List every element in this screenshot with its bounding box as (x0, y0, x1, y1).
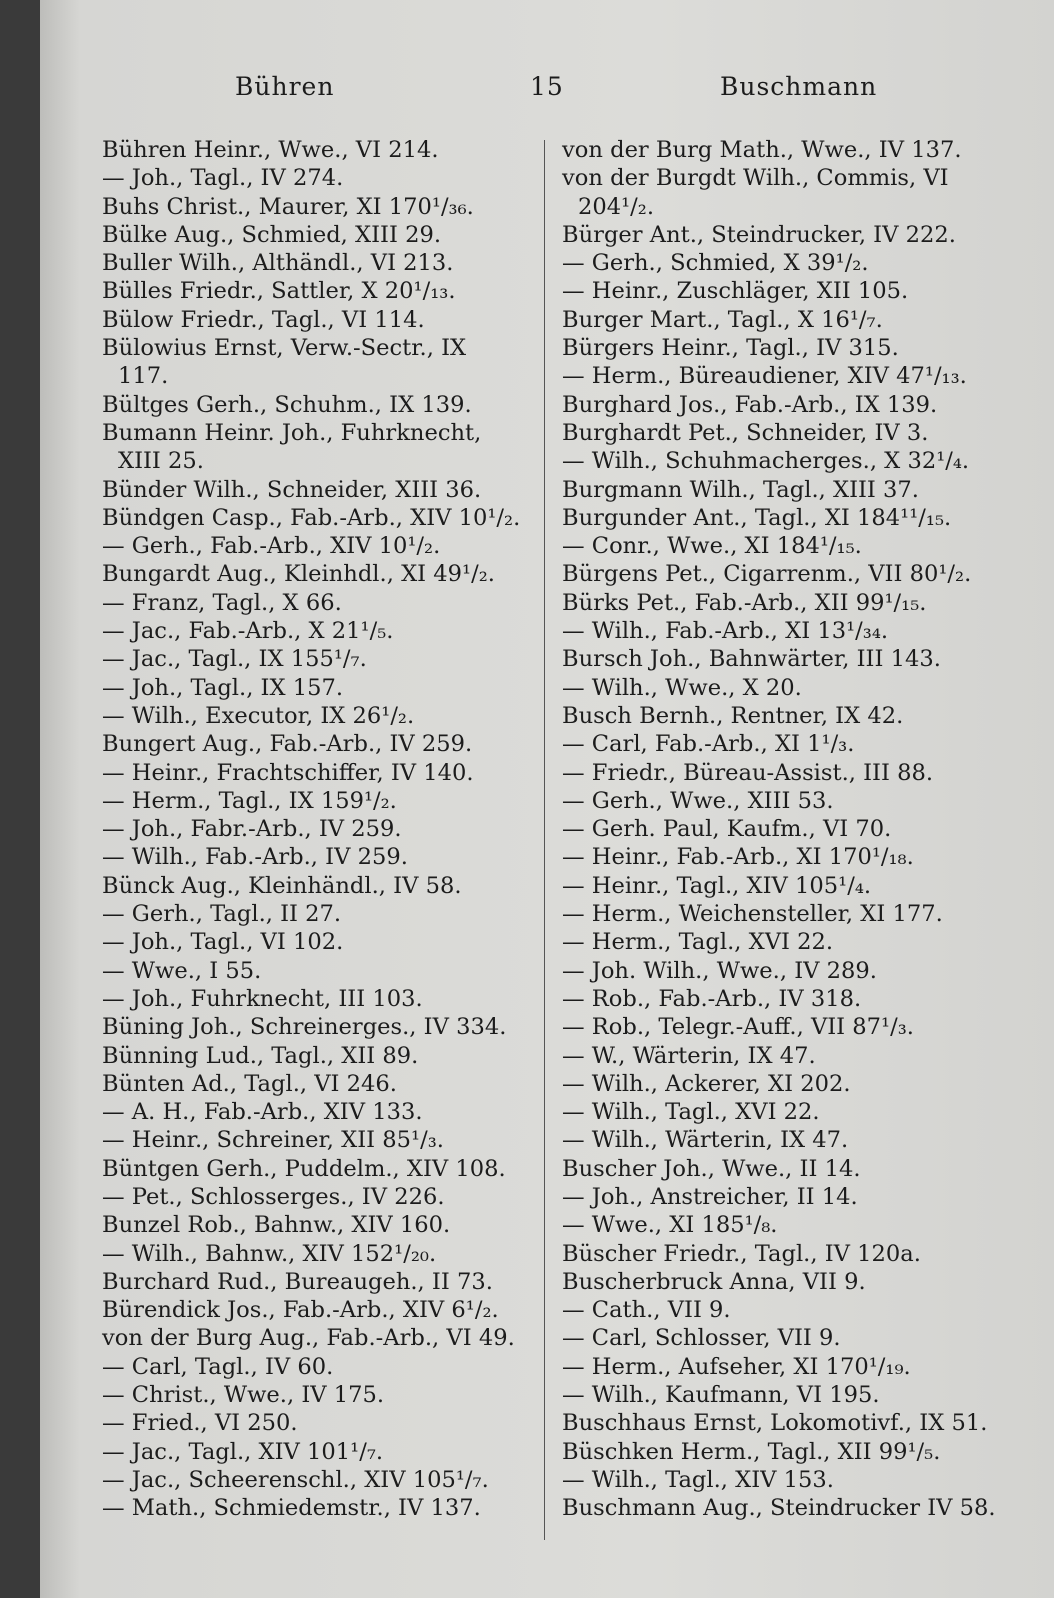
directory-entry: Bültges Gerh., Schuhm., IX 139. (102, 391, 472, 418)
directory-entry: Buscherbruck Anna, VII 9. (562, 1268, 866, 1295)
directory-entry: — Joh., Anstreicher, II 14. (562, 1183, 858, 1210)
right-column (562, 136, 1032, 1523)
header-left-word: Bühren (235, 72, 335, 101)
directory-entry: Buschhaus Ernst, Lokomotivf., IX 51. (562, 1410, 988, 1437)
directory-entry: — Carl, Fab.-Arb., XI 1¹/₃. (562, 731, 855, 758)
directory-entry: Bumann Heinr. Joh., Fuhrknecht, (102, 419, 482, 446)
directory-entry: — Herm., Aufseher, XI 170¹/₁₉. (562, 1353, 911, 1380)
directory-entry: — Gerh. Paul, Kaufm., VI 70. (562, 816, 892, 843)
directory-entry: — Joh. Wilh., Wwe., IV 289. (562, 957, 877, 984)
directory-entry: Burghard Jos., Fab.-Arb., IX 139. (562, 391, 938, 418)
header-right-word: Buschmann (720, 72, 878, 101)
directory-entry: — Joh., Tagl., VI 102. (102, 929, 344, 956)
directory-page (40, 0, 1054, 1598)
directory-entry: Büschken Herm., Tagl., XII 99¹/₅. (562, 1438, 941, 1465)
directory-entry: — Wilh., Bahnw., XIV 152¹/₂₀. (102, 1240, 437, 1267)
directory-entry: — Pet., Schlosserges., IV 226. (102, 1183, 445, 1210)
directory-entry: — Heinr., Tagl., XIV 105¹/₄. (562, 872, 872, 899)
directory-entry: Bunzel Rob., Bahnw., XIV 160. (102, 1212, 451, 1239)
directory-entry: Bülow Friedr., Tagl., VI 114. (102, 306, 425, 333)
directory-entry: — Wwe., XI 185¹/₈. (562, 1212, 778, 1239)
directory-entry: — Gerh., Wwe., XIII 53. (562, 787, 834, 814)
directory-entry: Bungert Aug., Fab.-Arb., IV 259. (102, 731, 473, 758)
directory-entry: — Heinr., Schreiner, XII 85¹/₃. (102, 1127, 444, 1154)
directory-entry: — Wwe., I 55. (102, 957, 262, 984)
directory-entry: — W., Wärterin, IX 47. (562, 1042, 816, 1069)
directory-entry: — Heinr., Zuschläger, XII 105. (562, 278, 909, 305)
directory-entry: Bürks Pet., Fab.-Arb., XII 99¹/₁₅. (562, 589, 927, 616)
directory-entry: 204¹/₂. (578, 193, 655, 220)
directory-entry: von der Burg Math., Wwe., IV 137. (562, 137, 962, 163)
directory-entry: Bürgens Pet., Cigarrenm., VII 80¹/₂. (562, 561, 972, 588)
directory-entry: — Wilh., Executor, IX 26¹/₂. (102, 702, 415, 729)
directory-entry: Bünder Wilh., Schneider, XIII 36. (102, 476, 482, 503)
column-divider (544, 140, 545, 1540)
directory-entry: Büntgen Gerh., Puddelm., XIV 108. (102, 1155, 506, 1182)
directory-entry: — Jac., Tagl., IX 155¹/₇. (102, 646, 367, 673)
directory-entry: — Wilh., Wärterin, IX 47. (562, 1127, 849, 1154)
directory-entry: Bursch Joh., Bahnwärter, III 143. (562, 646, 941, 673)
directory-entry: — Herm., Weichensteller, XI 177. (562, 901, 943, 928)
directory-entry: Burgmann Wilh., Tagl., XIII 37. (562, 476, 919, 503)
page-header (40, 72, 1054, 112)
directory-entry: — Heinr., Fab.-Arb., XI 170¹/₁₈. (562, 844, 914, 871)
left-column (102, 136, 552, 1523)
directory-entry: Buller Wilh., Althändl., VI 213. (102, 250, 454, 277)
directory-entry: — Jac., Fab.-Arb., X 21¹/₅. (102, 618, 394, 645)
directory-entry: Bülke Aug., Schmied, XIII 29. (102, 221, 442, 248)
directory-entry: Burgunder Ant., Tagl., XI 184¹¹/₁₅. (562, 504, 952, 531)
directory-entry: von der Burgdt Wilh., Commis, VI (562, 165, 949, 192)
directory-entry: Büscher Friedr., Tagl., IV 120a. (562, 1240, 921, 1267)
directory-entry: Büning Joh., Schreinerges., IV 334. (102, 1014, 507, 1041)
directory-entry: — Wilh., Schuhmacherges., X 32¹/₄. (562, 448, 970, 475)
directory-entry: Bünck Aug., Kleinhändl., IV 58. (102, 872, 462, 899)
directory-entry: Bündgen Casp., Fab.-Arb., XIV 10¹/₂. (102, 504, 521, 531)
directory-entry: — Joh., Fuhrknecht, III 103. (102, 985, 423, 1012)
directory-entry: — Cath., VII 9. (562, 1297, 731, 1324)
directory-entry: — Wilh., Fab.-Arb., IV 259. (102, 844, 408, 871)
directory-entry: Buhs Christ., Maurer, XI 170¹/₃₆. (102, 193, 474, 220)
directory-entry: Busch Bernh., Rentner, IX 42. (562, 702, 904, 729)
directory-entry: — Conr., Wwe., XI 184¹/₁₅. (562, 533, 862, 560)
directory-entry: — Gerh., Tagl., II 27. (102, 901, 342, 928)
directory-entry: Bürendick Jos., Fab.-Arb., XIV 6¹/₂. (102, 1297, 499, 1324)
directory-entry: — Rob., Telegr.-Auff., VII 87¹/₃. (562, 1014, 914, 1041)
directory-entry: Bünning Lud., Tagl., XII 89. (102, 1042, 419, 1069)
directory-entry: von der Burg Aug., Fab.-Arb., VI 49. (102, 1325, 515, 1352)
directory-entry: — Carl, Tagl., IV 60. (102, 1353, 334, 1380)
directory-entry: Bünten Ad., Tagl., VI 246. (102, 1070, 397, 1097)
directory-entry: — Wilh., Tagl., XIV 153. (562, 1466, 834, 1493)
directory-entry: — Wilh., Fab.-Arb., XI 13¹/₃₄. (562, 618, 889, 645)
directory-entry: — Wilh., Tagl., XVI 22. (562, 1099, 820, 1126)
directory-entry: Burchard Rud., Bureaugeh., II 73. (102, 1268, 493, 1295)
directory-entry: Bürger Ant., Steindrucker, IV 222. (562, 221, 956, 248)
page-number: 15 (530, 72, 564, 101)
directory-entry: — Wilh., Ackerer, XI 202. (562, 1070, 851, 1097)
directory-entry: Bühren Heinr., Wwe., VI 214. (102, 137, 439, 163)
directory-entry: — Jac., Scheerenschl., XIV 105¹/₇. (102, 1466, 489, 1493)
directory-entry: — Friedr., Büreau-Assist., III 88. (562, 759, 933, 786)
directory-entry: — A. H., Fab.-Arb., XIV 133. (102, 1099, 423, 1126)
directory-entry: — Herm., Büreaudiener, XIV 47¹/₁₃. (562, 363, 967, 390)
directory-entry: — Herm., Tagl., XVI 22. (562, 929, 834, 956)
directory-entry: Buschmann Aug., Steindrucker IV 58. (562, 1495, 996, 1522)
directory-entry: — Christ., Wwe., IV 175. (102, 1382, 385, 1409)
directory-entry: Bungardt Aug., Kleinhdl., XI 49¹/₂. (102, 561, 495, 588)
directory-entry: — Gerh., Fab.-Arb., XIV 10¹/₂. (102, 533, 441, 560)
directory-entry: — Wilh., Wwe., X 20. (562, 674, 802, 701)
directory-entry: — Rob., Fab.-Arb., IV 318. (562, 985, 862, 1012)
directory-entry: Buscher Joh., Wwe., II 14. (562, 1155, 861, 1182)
directory-entry: Bürgers Heinr., Tagl., IV 315. (562, 335, 899, 362)
directory-entry: — Gerh., Schmied, X 39¹/₂. (562, 250, 869, 277)
directory-entry: — Math., Schmiedemstr., IV 137. (102, 1495, 481, 1522)
directory-entry: — Jac., Tagl., XIV 101¹/₇. (102, 1438, 384, 1465)
directory-entry: — Wilh., Kaufmann, VI 195. (562, 1382, 880, 1409)
directory-entry: — Joh., Fabr.-Arb., IV 259. (102, 816, 402, 843)
directory-entry: XIII 25. (118, 448, 204, 475)
directory-entry: — Joh., Tagl., IV 274. (102, 165, 344, 192)
directory-entry: Bülles Friedr., Sattler, X 20¹/₁₃. (102, 278, 456, 305)
directory-entry: Burghardt Pet., Schneider, IV 3. (562, 419, 929, 446)
directory-entry: — Heinr., Frachtschiffer, IV 140. (102, 759, 474, 786)
directory-entry: Burger Mart., Tagl., X 16¹/₇. (562, 306, 883, 333)
directory-entry: 117. (118, 363, 169, 390)
directory-entry: Bülowius Ernst, Verw.-Sectr., IX (102, 335, 467, 362)
directory-entry: — Franz, Tagl., X 66. (102, 589, 342, 616)
directory-entry: — Herm., Tagl., IX 159¹/₂. (102, 787, 397, 814)
directory-entry: — Fried., VI 250. (102, 1410, 298, 1437)
directory-entry: — Carl, Schlosser, VII 9. (562, 1325, 841, 1352)
directory-entry: — Joh., Tagl., IX 157. (102, 674, 344, 701)
